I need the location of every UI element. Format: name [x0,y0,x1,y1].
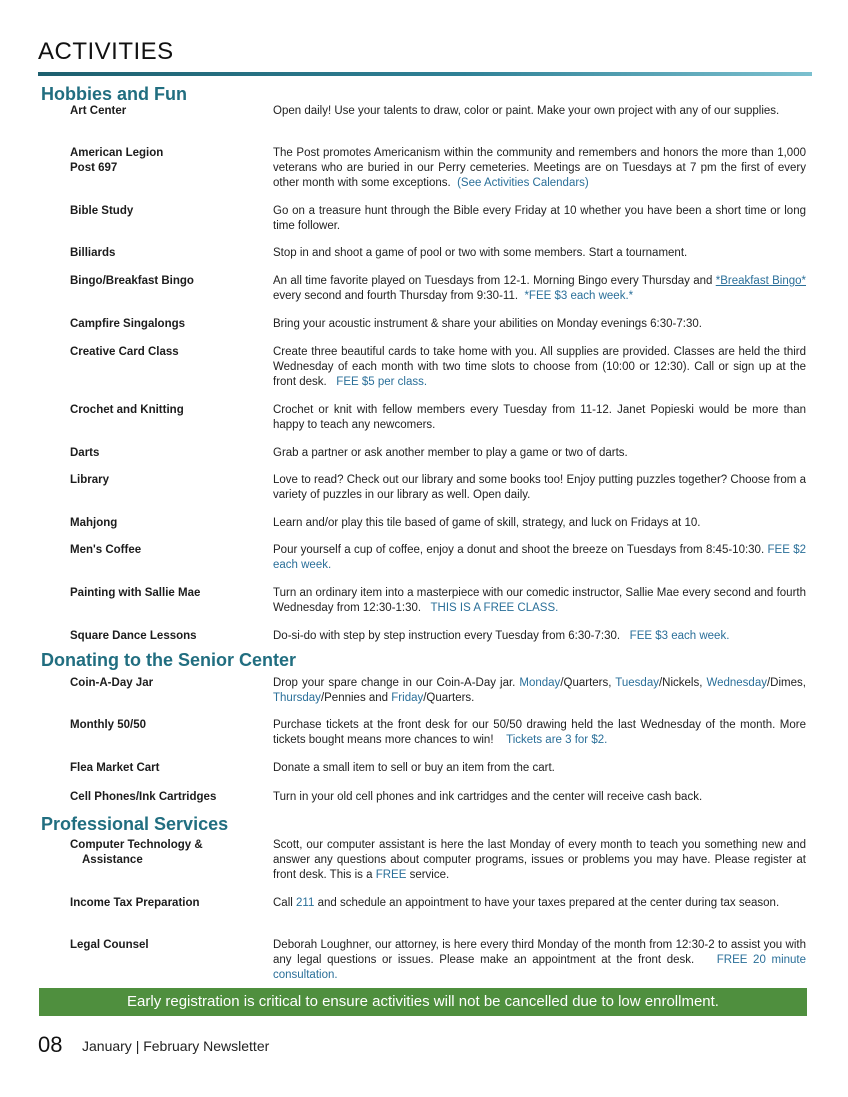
activity-name: Campfire Singalongs [70,318,186,330]
activity-name: Income Tax Preparation [70,897,200,909]
description-text: The Post promotes Americanism within the community and remembers and honors the more than 1,000 veterans who are buried in our Perry cemeteries. Meetings are on Tuesdays at 7 pm the first of every other month with some exceptions. [273,147,806,189]
coin-quarters: /Quarters, [560,677,612,689]
coin-nickels: /Nickels, [658,677,703,689]
activity-name: Library [70,474,109,486]
description-text: Pour yourself a cup of coffee, enjoy a donut and shoot the breeze on Tuesdays from 8:45-10:30. [273,544,765,556]
activity-description: Go on a treasure hunt through the Bible every Friday at 10 whether you have been a short time or long time follower. [273,205,806,232]
activity-name: Billiards [70,247,116,259]
activity-description [273,586,806,616]
day-thursday: Thursday [273,692,321,704]
description-text: Purchase tickets at the front desk for our 50/50 drawing held the last Wednesday of the month. More tickets bought means more chances to win! [273,719,806,746]
day-tuesday: Tuesday [615,677,659,689]
activity-description [273,629,806,644]
section-heading: Hobbies and Fun [41,84,187,104]
activity-description: Grab a partner or ask another member to play a game or two of darts. [273,447,628,459]
activity-name [70,838,265,868]
fee-note: FEE $3 each week. [629,630,730,642]
ticket-price-note: Tickets are 3 for $2. [506,734,608,746]
activity-description [273,146,806,191]
activity-description [273,718,806,748]
activity-description: Crochet or knit with fellow members every Tuesday from 11-12. Janet Popieski would be more than happy to teach any newcomers. [273,404,806,431]
activity-description: Love to read? Check out our library and some books too! Enjoy putting puzzles together? Choose from a variety of puzzles in our library as well. Open daily. [273,474,806,501]
activity-name: Bible Study [70,205,134,217]
day-wednesday: Wednesday [706,677,767,689]
activity-description: Donate a small item to sell or buy an item from the cart. [273,762,555,774]
free-label: FREE [375,869,407,881]
activity-name: Art Center [70,105,127,117]
phone-number-211[interactable]: 211 [296,897,315,909]
activity-name-line2: Assistance [82,854,143,866]
fee-note: FEE $5 per class. [336,376,428,388]
activity-description [273,274,806,304]
activity-name: Square Dance Lessons [70,630,197,642]
fee-note: FEE $2 each week. [273,544,806,571]
activity-description [273,838,806,883]
activity-name: Men's Coffee [70,544,142,556]
description-text: Scott, our computer assistant is here the last Monday of every month to teach you something new and answer any questions about computer programs, issues or problems you may have. Please register at front desk. This is a [273,839,806,881]
title-divider [38,72,812,76]
activity-name: Creative Card Class [70,346,179,358]
activity-description: Stop in and shoot a game of pool or two with some members. Start a tournament. [273,247,688,259]
coin-quarters-friday: /Quarters. [423,692,475,704]
activity-description: Turn in your old cell phones and ink cartridges and the center will receive cash back. [273,791,703,803]
consultation-note: FREE 20 minute consultation. [273,954,807,981]
page-title: ACTIVITIES [38,38,174,65]
activity-name: Monthly 50/50 [70,719,147,731]
activity-name: Painting with Sallie Mae [70,587,201,599]
activity-description [273,676,806,706]
activity-name: Mahjong [70,517,118,529]
coin-dimes: /Dimes, [766,677,806,689]
description-text: Call [273,897,293,909]
breakfast-bingo-link[interactable]: *Breakfast Bingo* [715,275,806,287]
activity-description: Open daily! Use your talents to draw, color or paint. Make your own project with any of our supplies. [273,105,780,117]
activity-name-line2: Post 697 [70,162,118,174]
activity-description: Bring your acoustic instrument & share your abilities on Monday evenings 6:30-7:30. [273,318,702,330]
activity-name: Coin-A-Day Jar [70,677,154,689]
description-text: and schedule an appointment to have your taxes prepared at the center during tax season. [317,897,780,909]
activity-description [273,345,806,390]
section-heading: Donating to the Senior Center [41,650,297,670]
activity-name [70,146,265,176]
activity-description: Learn and/or play this tile based of game of skill, strategy, and luck on Fridays at 10. [273,517,701,529]
early-registration-banner: Early registration is critical to ensure activities will not be cancelled due to low enrollment. [39,988,807,1016]
activity-name: Cell Phones/Ink Cartridges [70,791,217,803]
footer-label: January | February Newsletter [82,1038,270,1054]
activity-description [273,938,806,983]
page-number: 08 [38,1032,63,1057]
description-text: An all time favorite played on Tuesdays from 12-1. Morning Bingo every Thursday and [273,275,713,287]
fee-note: THIS IS A FREE CLASS. [430,602,559,614]
activity-name: Darts [70,447,100,459]
fee-note: *FEE $3 each week.* [524,290,634,302]
activity-name: Crochet and Knitting [70,404,184,416]
activity-name-line1: Computer Technology & [70,839,203,851]
description-text: Do-si-do with step by step instruction every Tuesday from 6:30-7:30. [273,630,621,642]
description-text: every second and fourth Thursday from 9:30-11. [273,290,519,302]
activity-name: Legal Counsel [70,939,149,951]
section-heading: Professional Services [41,814,229,834]
activity-name: Flea Market Cart [70,762,160,774]
description-text: Turn an ordinary item into a masterpiece with our comedic instructor, Sallie Mae every second and fourth Wednesday from 12:30-1:30. [273,587,806,614]
activity-name: Bingo/Breakfast Bingo [70,275,194,287]
day-monday: Monday [519,677,561,689]
activity-description [273,896,806,911]
activity-name-line1: American Legion [70,147,164,159]
description-text: Create three beautiful cards to take home with you. All supplies are provided. Classes are held the third Wednesday of each month with two time slots to choose from (10:00 or 12:30). Call or sign up at the front desk. [273,346,806,388]
calendar-reference: (See Activities Calendars) [457,177,589,189]
description-text: Deborah Loughner, our attorney, is here every third Monday of the month from 12:30-2 to assist you with any legal questions or issues. Please make an appointment at the front desk. [273,939,806,966]
coin-pennies: /Pennies and [320,692,389,704]
description-text: Drop your spare change in our Coin-A-Day jar. [273,677,516,689]
day-friday: Friday [391,692,424,704]
activity-description [273,543,806,573]
description-text-end: service. [409,869,450,881]
